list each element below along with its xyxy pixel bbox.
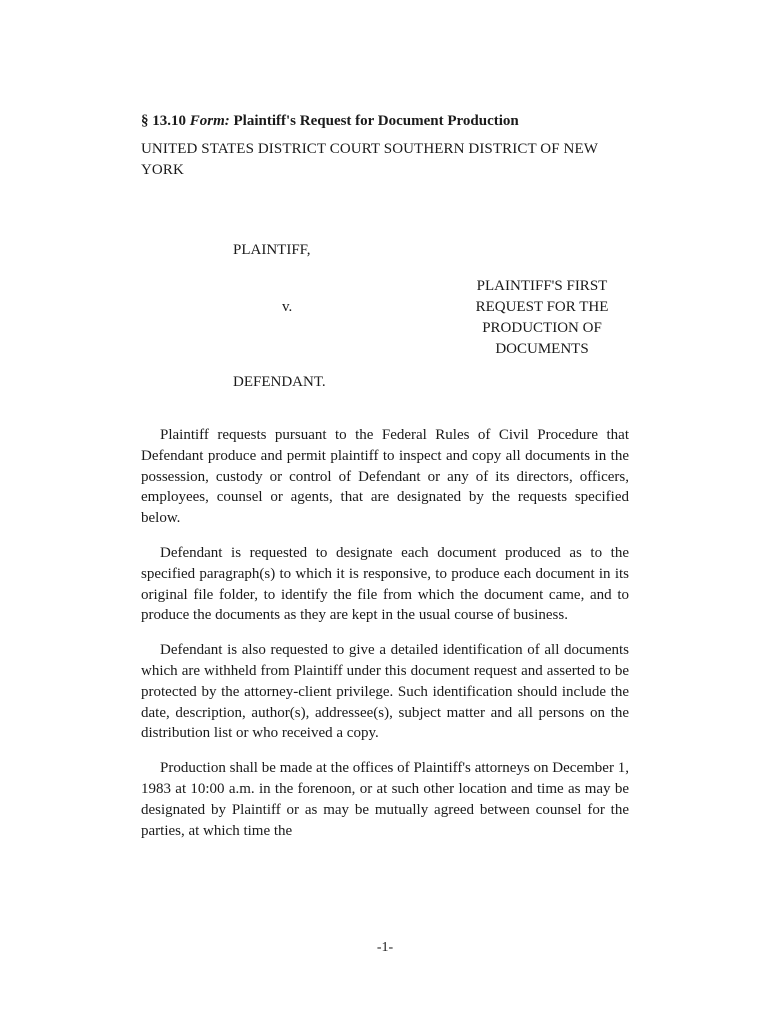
caption-defendant: DEFENDANT. <box>233 374 326 390</box>
page-number: -1- <box>376 940 394 955</box>
caption-versus: v. <box>282 299 293 315</box>
caption-plaintiff: PLAINTIFF, <box>233 242 311 258</box>
form-label: Form: <box>189 113 230 129</box>
form-title: Plaintiff's Request for Document Production <box>233 113 519 129</box>
section-heading <box>141 111 641 131</box>
body-text <box>141 425 629 855</box>
court-name: UNITED STATES DISTRICT COURT SOUTHERN DISTRICT OF NEW YORK <box>141 141 598 178</box>
section-number: § 13.10 <box>141 113 186 129</box>
document-title: PLAINTIFF'S FIRST REQUEST FOR THE PRODUCTION OF DOCUMENTS <box>475 278 609 357</box>
paragraph-request: Plaintiff requests pursuant to the Federal Rules of Civil Procedure that Defendant produce and permit plaintiff to inspect and copy all documents in the possession, custody or control of Defendant or any of its directors, officers, employees, counsel or agents, that are designated by the requests specified below. <box>141 427 629 527</box>
paragraph-production: Production shall be made at the offices of Plaintiff's attorneys on December 1, 1983 at 10:00 a.m. in the forenoon, or at such other location and time as may be designated by Plaintiff or as may be mutually agreed between counsel for the parties, at which time the <box>141 760 629 839</box>
paragraph-designation: Defendant is requested to designate each document produced as to the specified paragraph(s) to which it is responsive, to produce each document in its original file folder, to identify the file from which the document came, and to produce the documents as they are kept in the usual course of business. <box>141 544 629 624</box>
paragraph-privilege: Defendant is also requested to give a detailed identification of all documents which are withheld from Plaintiff under this document request and asserted to be protected by the attorney-client privilege. Such identification should include the date, description, author(s), addressee(s), subject matter and all persons on the distribution list or who received a copy. <box>141 642 629 742</box>
